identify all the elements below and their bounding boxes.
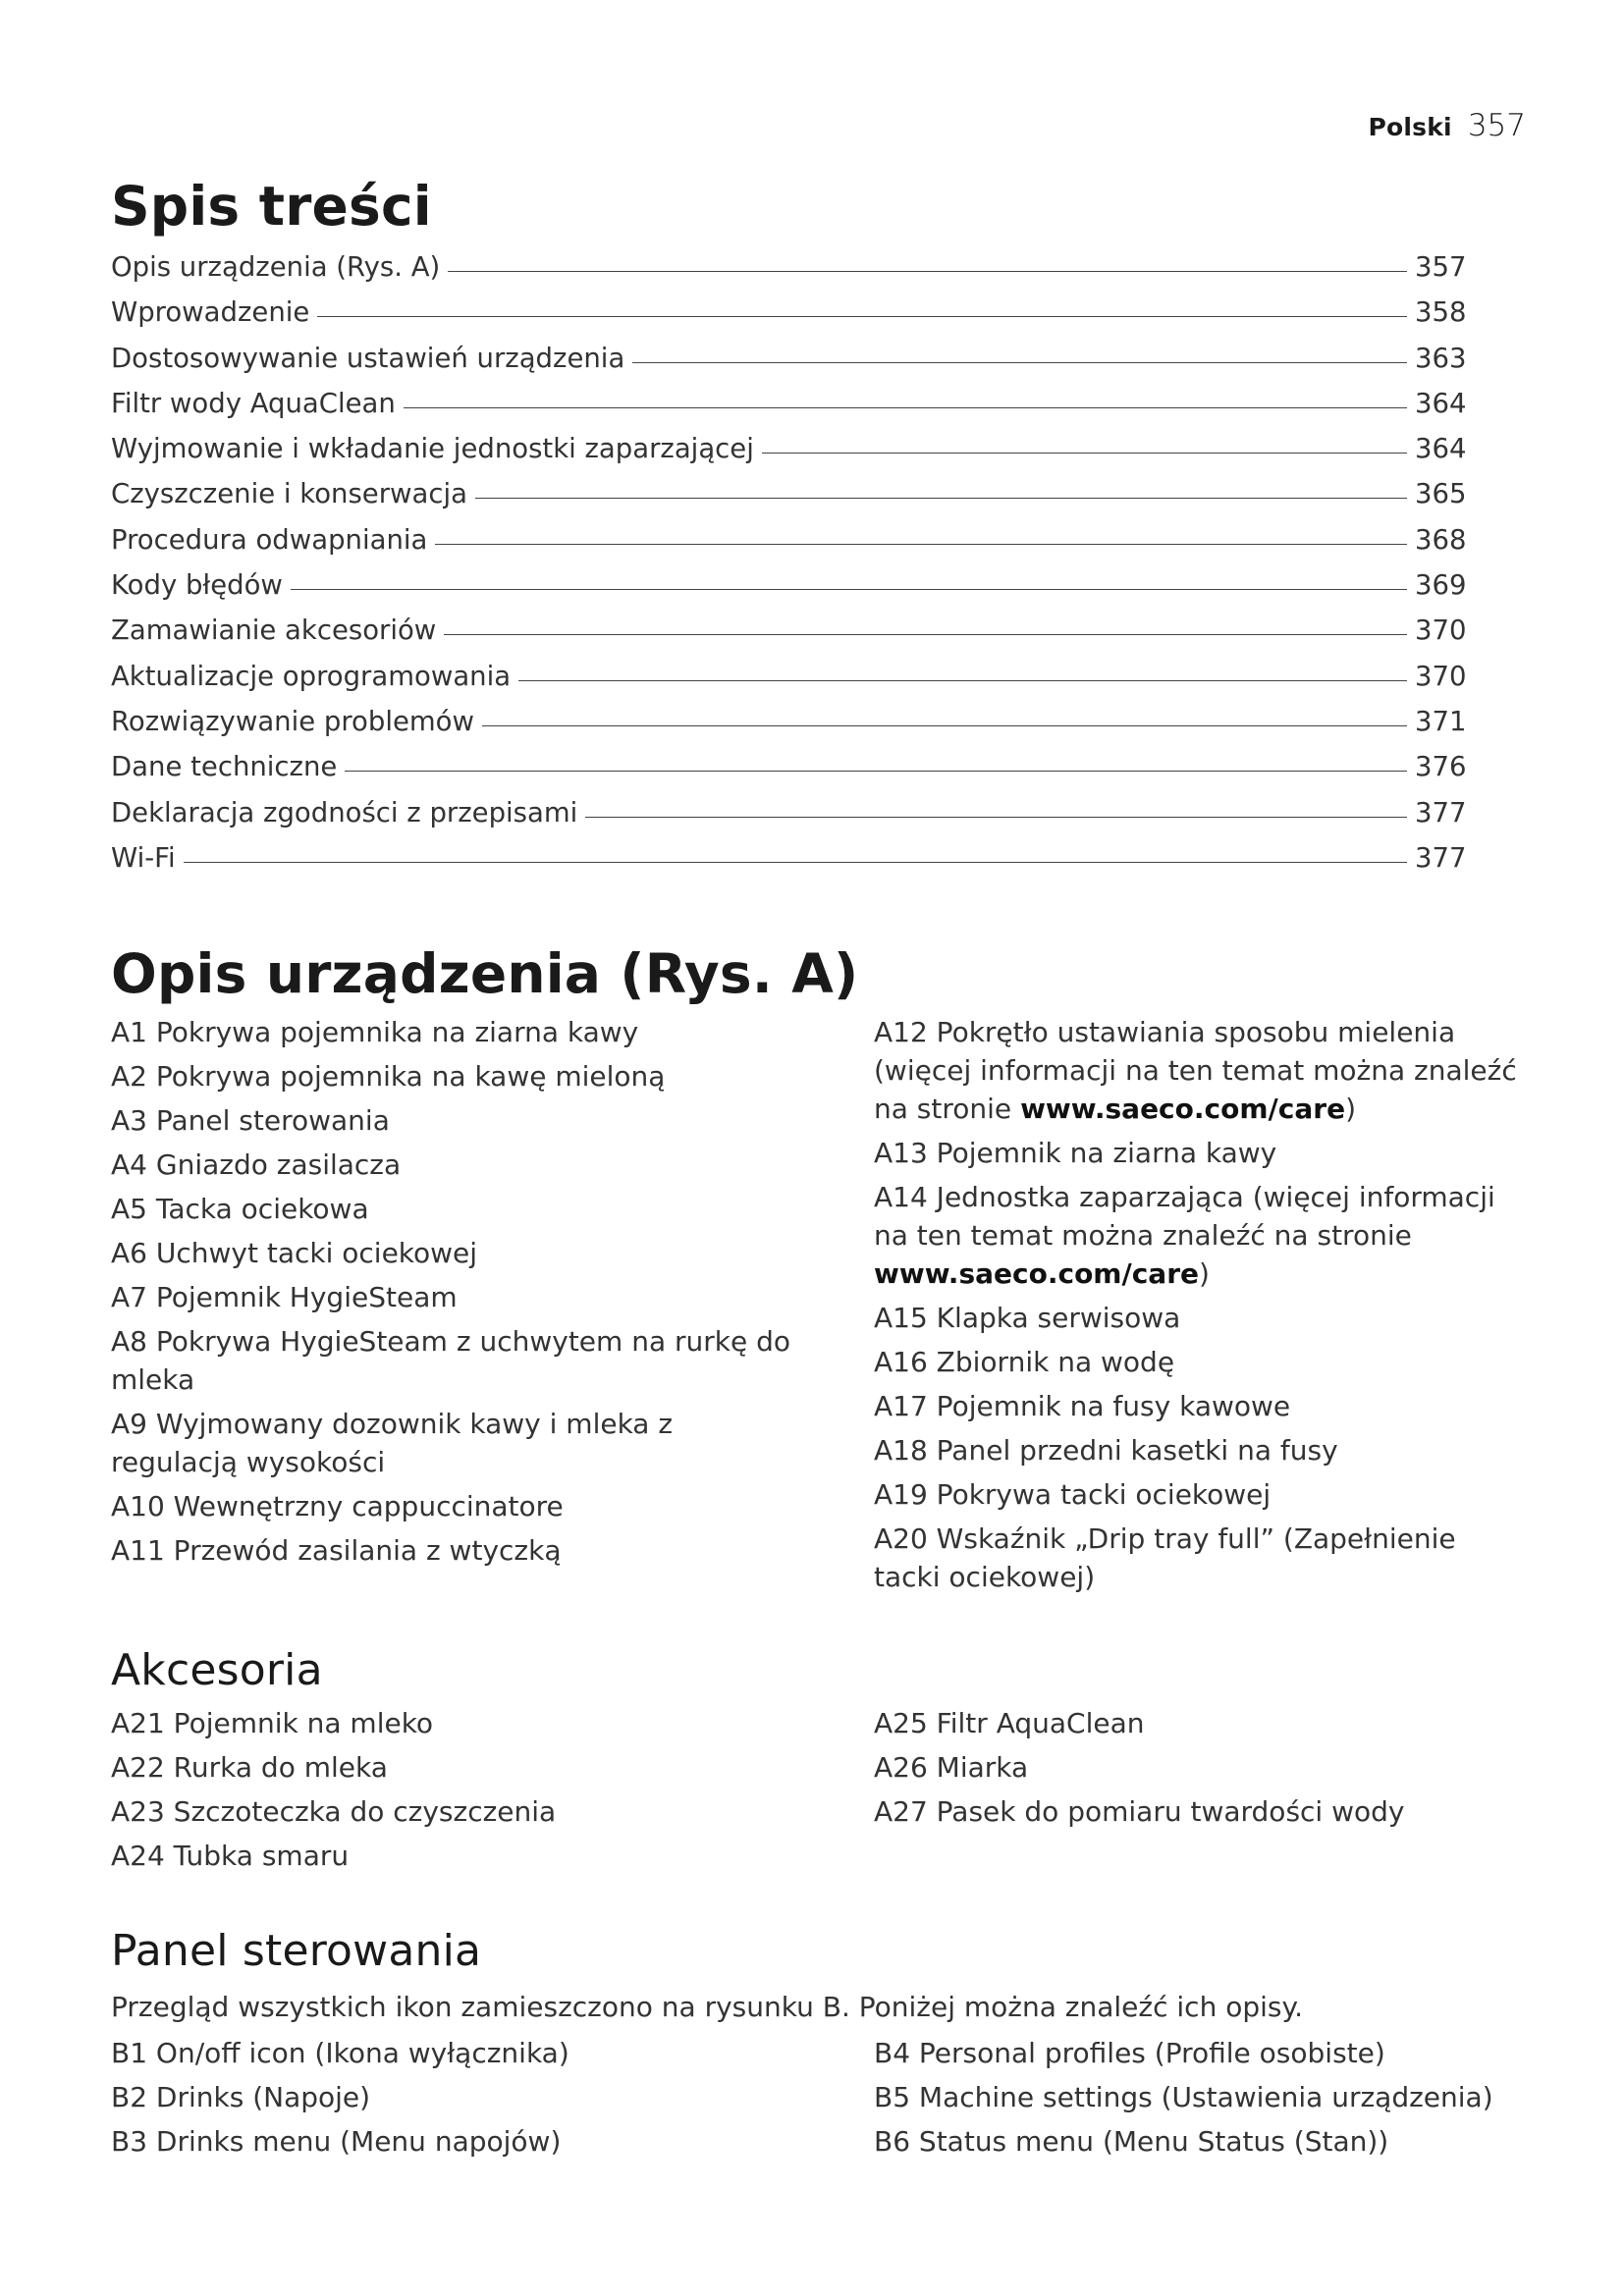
toc-entry[interactable] <box>111 661 1476 706</box>
toc-entry[interactable] <box>111 751 1476 796</box>
toc-entry-page: 377 <box>1415 841 1467 874</box>
icon-description: B3 Drinks menu (Menu napojów) <box>111 2125 562 2158</box>
saeco-care-link[interactable]: www.saeco.com/care <box>874 1257 1199 1290</box>
part-item: A10 Wewnętrzny cappuccinatore <box>111 1490 564 1522</box>
toc-leader <box>762 453 1407 454</box>
icon-description: B5 Machine settings (Ustawienia urządzenia) <box>874 2081 1493 2113</box>
toc-entry[interactable] <box>111 296 1476 342</box>
toc-leader <box>444 634 1407 635</box>
toc-leader <box>435 544 1407 545</box>
toc-entry-label: Kody błędów <box>111 569 283 602</box>
toc-entry-page: 370 <box>1415 614 1467 647</box>
accessory-item: A27 Pasek do pomiaru twardości wody <box>874 1795 1405 1828</box>
toc-entry-page: 376 <box>1415 751 1467 783</box>
icon-description: B2 Drinks (Napoje) <box>111 2081 371 2113</box>
toc-entry[interactable] <box>111 433 1476 478</box>
toc-entry-page: 370 <box>1415 660 1467 692</box>
toc-entry-label: Procedura odwapniania <box>111 523 428 556</box>
toc-leader <box>448 271 1407 272</box>
toc-leader <box>632 362 1407 363</box>
part-text: A14 Jednostka zaparzająca (więcej informacji na ten temat można znaleźć na stronie <box>874 1181 1495 1252</box>
toc-entry[interactable] <box>111 842 1476 887</box>
part-item-a12 <box>874 1013 1527 1128</box>
part-item: A5 Tacka ociekowa <box>111 1193 369 1225</box>
toc-entry-page: 363 <box>1415 342 1467 374</box>
part-item: A15 Klapka serwisowa <box>874 1302 1181 1334</box>
toc-entry[interactable] <box>111 524 1476 569</box>
accessory-item: A26 Miarka <box>874 1751 1029 1784</box>
part-item: A19 Pokrywa tacki ociekowej <box>874 1478 1272 1511</box>
toc-entry-label: Wyjmowanie i wkładanie jednostki zaparzającej <box>111 433 754 465</box>
toc-leader <box>585 817 1407 818</box>
toc-leader <box>475 498 1407 499</box>
toc-entry[interactable] <box>111 706 1476 751</box>
toc-entry-page: 369 <box>1415 569 1467 602</box>
accessory-item: A23 Szczoteczka do czyszczenia <box>111 1795 557 1828</box>
toc-entry[interactable] <box>111 251 1476 296</box>
part-item: A3 Panel sterowania <box>111 1104 390 1137</box>
toc-leader <box>518 680 1407 681</box>
part-text-end: ) <box>1345 1093 1356 1125</box>
control-panel-intro: Przegląd wszystkich ikon zamieszczono na rysunku B. Poniżej można znaleźć ich opisy. <box>111 1991 1303 2023</box>
part-item: A9 Wyjmowany dozownik kawy i mleka z regulacją wysokości <box>111 1408 674 1478</box>
toc-entry-label: Deklaracja zgodności z przepisami <box>111 796 578 828</box>
part-item: A16 Zbiornik na wodę <box>874 1346 1175 1378</box>
toc-entry-label: Opis urządzenia (Rys. A) <box>111 251 441 283</box>
saeco-care-link[interactable]: www.saeco.com/care <box>1020 1093 1346 1125</box>
part-item-a14 <box>874 1178 1527 1293</box>
icon-description: B1 On/off icon (Ikona wyłącznika) <box>111 2037 569 2069</box>
part-item: A20 Wskaźnik „Drip tray full” (Zapełnienie tacki ociekowej) <box>874 1522 1456 1593</box>
toc-entry-label: Dane techniczne <box>111 751 338 783</box>
toc-entry-label: Zamawianie akcesoriów <box>111 614 437 647</box>
toc-entry-page: 377 <box>1415 796 1467 828</box>
toc-leader <box>291 589 1407 590</box>
icons-left <box>111 2034 798 2166</box>
toc-entry-page: 364 <box>1415 387 1467 419</box>
part-item: A7 Pojemnik HygieSteam <box>111 1281 458 1313</box>
toc-entry[interactable] <box>111 478 1476 523</box>
toc-entry-label: Wprowadzenie <box>111 296 310 329</box>
page-header <box>1368 108 1526 143</box>
toc-leader <box>482 725 1407 726</box>
toc-entry-label: Czyszczenie i konserwacja <box>111 478 467 510</box>
toc-entry-page: 365 <box>1415 478 1467 510</box>
header-page-number: 357 <box>1467 108 1526 143</box>
toc-leader <box>184 862 1407 863</box>
toc-entry-label: Filtr wody AquaClean <box>111 387 396 419</box>
part-item: A4 Gniazdo zasilacza <box>111 1148 402 1181</box>
toc-entry-label: Rozwiązywanie problemów <box>111 705 475 737</box>
toc-entry[interactable] <box>111 388 1476 433</box>
toc-entry[interactable] <box>111 343 1476 388</box>
icon-description: B6 Status menu (Menu Status (Stan)) <box>874 2125 1389 2158</box>
toc-title: Spis treści <box>111 175 432 238</box>
toc-entry-page: 371 <box>1415 705 1467 737</box>
toc-entry-page: 358 <box>1415 296 1467 329</box>
part-item: A6 Uchwyt tacki ociekowej <box>111 1237 478 1269</box>
accessory-item: A25 Filtr AquaClean <box>874 1707 1145 1739</box>
toc-leader <box>345 771 1407 772</box>
toc-leader <box>404 407 1407 408</box>
accessories-title: Akcesoria <box>111 1645 323 1695</box>
accessory-item: A22 Rurka do mleka <box>111 1751 388 1784</box>
part-item: A17 Pojemnik na fusy kawowe <box>874 1390 1291 1422</box>
toc-entry-page: 364 <box>1415 433 1467 465</box>
part-item: A18 Panel przedni kasetki na fusy <box>874 1434 1338 1467</box>
accessory-item: A24 Tubka smaru <box>111 1840 350 1872</box>
icon-description: B4 Personal profiles (Profile osobiste) <box>874 2037 1385 2069</box>
device-parts-right <box>874 1013 1527 1602</box>
part-text: A12 Pokrętło ustawiania sposobu mielenia (więcej informacji na ten temat można znaleźć na stronie <box>874 1016 1517 1125</box>
accessory-item: A21 Pojemnik na mleko <box>111 1707 434 1739</box>
table-of-contents <box>111 251 1476 887</box>
part-text-end: ) <box>1199 1257 1210 1290</box>
toc-entry[interactable] <box>111 569 1476 614</box>
toc-leader <box>317 316 1407 317</box>
control-panel-title: Panel sterowania <box>111 1926 482 1976</box>
part-item: A8 Pokrywa HygieSteam z uchwytem na rurkę do mleka <box>111 1325 791 1396</box>
device-parts-left <box>111 1013 798 1575</box>
toc-entry-label: Aktualizacje oprogramowania <box>111 660 512 692</box>
accessories-left <box>111 1704 798 1881</box>
toc-entry-page: 368 <box>1415 523 1467 556</box>
part-item: A1 Pokrywa pojemnika na ziarna kawy <box>111 1016 639 1048</box>
accessories-right <box>874 1704 1527 1837</box>
toc-entry-page: 357 <box>1415 251 1467 283</box>
part-item: A11 Przewód zasilania z wtyczką <box>111 1534 562 1567</box>
part-item: A13 Pojemnik na ziarna kawy <box>874 1137 1277 1169</box>
toc-entry-label: Wi-Fi <box>111 841 176 874</box>
toc-entry[interactable] <box>111 614 1476 660</box>
device-section-title: Opis urządzenia (Rys. A) <box>111 942 859 1005</box>
icons-right <box>874 2034 1527 2166</box>
header-language: Polski <box>1368 113 1452 141</box>
part-item: A2 Pokrywa pojemnika na kawę mieloną <box>111 1060 666 1093</box>
toc-entry[interactable] <box>111 797 1476 842</box>
toc-entry-label: Dostosowywanie ustawień urządzenia <box>111 342 625 374</box>
